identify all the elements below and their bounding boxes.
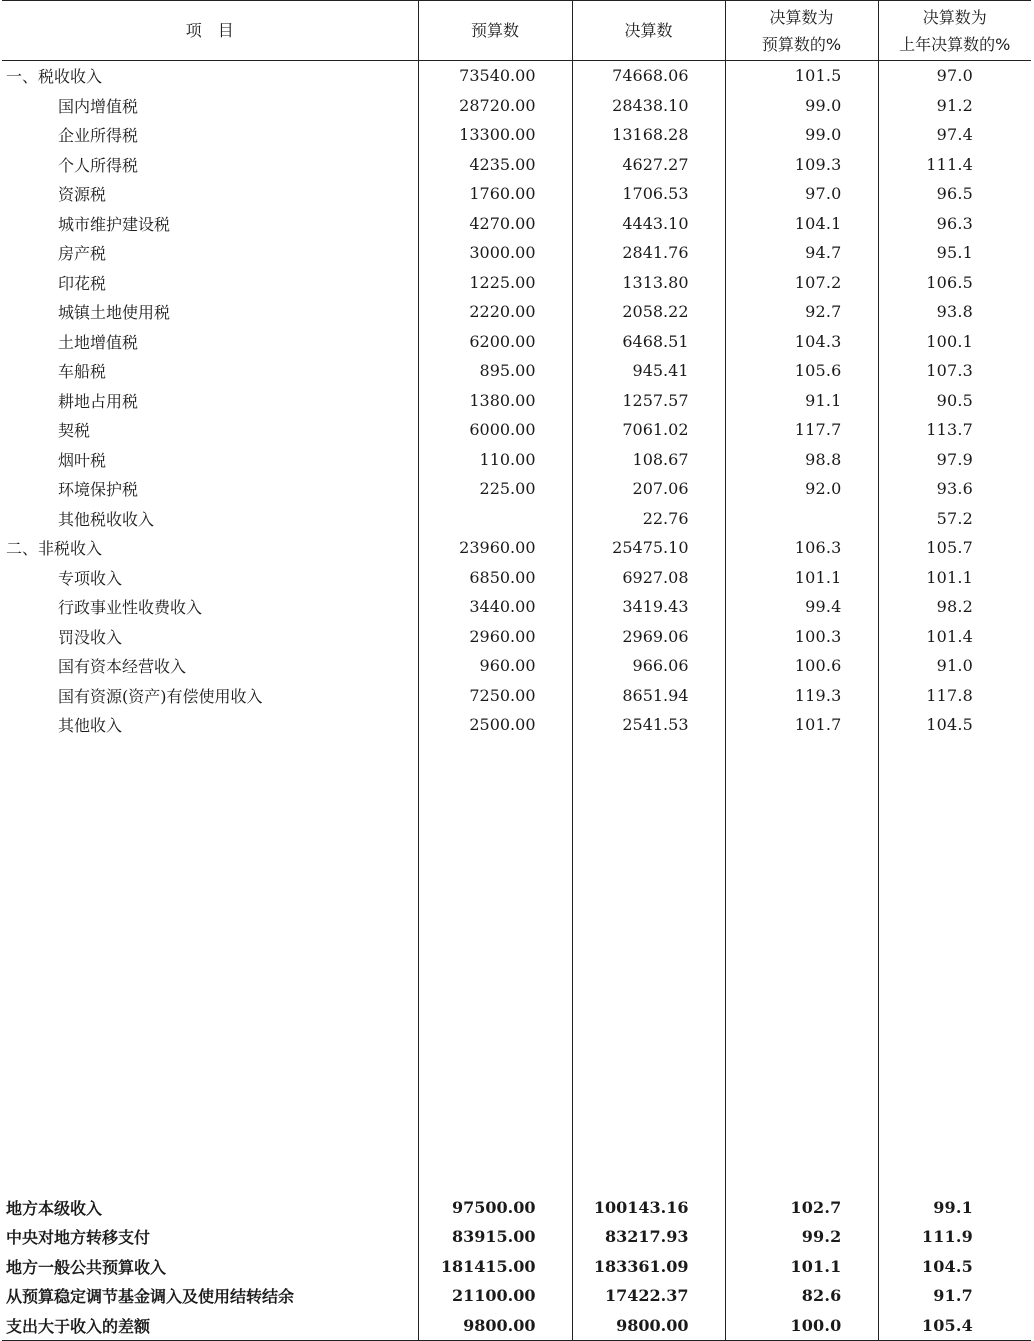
row-pct-of-budget: 109.3 (725, 150, 878, 180)
blank-cell (418, 740, 572, 1193)
row-label: 二、非税收入 (6, 539, 103, 559)
row-pct-of-previous-year: 105.4 (878, 1311, 1031, 1341)
row-pct-of-budget: 104.3 (725, 327, 878, 357)
row-pct-of-previous-year: 97.9 (878, 445, 1031, 475)
row-final-value: 9800.00 (572, 1311, 725, 1341)
row-budget-value: 3440.00 (418, 592, 572, 622)
table-row (2, 1311, 1031, 1341)
table-row (2, 592, 1031, 622)
row-pct-of-budget: 91.1 (725, 386, 878, 416)
row-pct-of-previous-year: 111.9 (878, 1222, 1031, 1252)
row-label: 车船税 (58, 362, 107, 382)
row-final-value: 2969.06 (572, 622, 725, 652)
row-pct-of-budget: 104.1 (725, 209, 878, 239)
row-label: 罚没收入 (58, 627, 123, 647)
row-pct-of-previous-year: 95.1 (878, 238, 1031, 268)
row-final-value: 100143.16 (572, 1193, 725, 1223)
row-budget-value: 895.00 (418, 356, 572, 386)
row-final-value: 4627.27 (572, 150, 725, 180)
row-budget-value: 28720.00 (418, 91, 572, 121)
blank-cell (2, 740, 418, 1193)
table-row (2, 1281, 1031, 1311)
row-budget-value: 6850.00 (418, 563, 572, 593)
row-label: 城镇土地使用税 (58, 303, 171, 323)
table-row (2, 1193, 1031, 1223)
row-final-value: 17422.37 (572, 1281, 725, 1311)
row-label: 专项收入 (58, 568, 123, 588)
table-row (2, 268, 1031, 298)
row-pct-of-budget: 101.1 (725, 1252, 878, 1282)
row-budget-value: 13300.00 (418, 120, 572, 150)
header-budget: 预算数 (418, 1, 572, 61)
row-pct-of-budget: 107.2 (725, 268, 878, 298)
row-pct-of-previous-year: 96.3 (878, 209, 1031, 239)
table-row (2, 209, 1031, 239)
row-final-value: 22.76 (572, 504, 725, 534)
row-pct-of-budget: 105.6 (725, 356, 878, 386)
row-final-value: 207.06 (572, 474, 725, 504)
row-budget-value: 2960.00 (418, 622, 572, 652)
header-pct-of-previous-year: 决算数为 上年决算数的% (878, 1, 1031, 61)
table-row (2, 179, 1031, 209)
row-budget-value: 1225.00 (418, 268, 572, 298)
row-budget-value: 1760.00 (418, 179, 572, 209)
row-label: 其他收入 (58, 716, 123, 736)
row-pct-of-previous-year: 100.1 (878, 327, 1031, 357)
row-final-value: 108.67 (572, 445, 725, 475)
row-budget-value: 1380.00 (418, 386, 572, 416)
row-pct-of-budget (725, 504, 878, 534)
row-pct-of-previous-year: 97.0 (878, 61, 1031, 91)
row-budget-value: 23960.00 (418, 533, 572, 563)
table-row (2, 474, 1031, 504)
table-row (2, 710, 1031, 740)
row-pct-of-budget: 94.7 (725, 238, 878, 268)
row-pct-of-previous-year: 104.5 (878, 1252, 1031, 1282)
row-budget-value: 3000.00 (418, 238, 572, 268)
row-label: 房产税 (58, 244, 107, 264)
row-budget-value: 2500.00 (418, 710, 572, 740)
blank-spacer-row (2, 740, 1031, 1193)
row-final-value: 1706.53 (572, 179, 725, 209)
row-final-value: 8651.94 (572, 681, 725, 711)
row-final-value: 3419.43 (572, 592, 725, 622)
row-final-value: 1257.57 (572, 386, 725, 416)
row-final-value: 83217.93 (572, 1222, 725, 1252)
row-label: 土地增值税 (58, 332, 139, 352)
budget-final-accounts-table-sheet (2, 0, 1031, 1336)
row-pct-of-previous-year: 91.2 (878, 91, 1031, 121)
row-pct-of-previous-year: 96.5 (878, 179, 1031, 209)
row-budget-value: 7250.00 (418, 681, 572, 711)
row-pct-of-budget: 97.0 (725, 179, 878, 209)
table-body (2, 61, 1031, 1341)
row-pct-of-budget: 99.0 (725, 120, 878, 150)
row-budget-value: 110.00 (418, 445, 572, 475)
row-label: 契税 (58, 421, 91, 441)
row-label: 从预算稳定调节基金调入及使用结转结余 (6, 1287, 295, 1307)
row-pct-of-previous-year: 105.7 (878, 533, 1031, 563)
row-pct-of-previous-year: 106.5 (878, 268, 1031, 298)
table-row (2, 297, 1031, 327)
row-budget-value: 4270.00 (418, 209, 572, 239)
row-final-value: 74668.06 (572, 61, 725, 91)
row-final-value: 25475.10 (572, 533, 725, 563)
table-row (2, 386, 1031, 416)
row-label: 耕地占用税 (58, 391, 139, 411)
row-label: 行政事业性收费收入 (58, 598, 203, 618)
row-pct-of-budget: 101.1 (725, 563, 878, 593)
table-row (2, 1252, 1031, 1282)
blank-cell (572, 740, 725, 1193)
row-pct-of-previous-year: 101.1 (878, 563, 1031, 593)
revenue-table (2, 0, 1031, 1341)
table-row (2, 533, 1031, 563)
row-pct-of-budget: 82.6 (725, 1281, 878, 1311)
row-budget-value: 9800.00 (418, 1311, 572, 1341)
row-pct-of-budget: 99.4 (725, 592, 878, 622)
row-budget-value: 2220.00 (418, 297, 572, 327)
table-row (2, 120, 1031, 150)
row-label: 个人所得税 (58, 155, 139, 175)
row-final-value: 28438.10 (572, 91, 725, 121)
row-budget-value: 181415.00 (418, 1252, 572, 1282)
row-label: 中央对地方转移支付 (6, 1228, 151, 1248)
row-label: 地方本级收入 (6, 1198, 103, 1218)
row-pct-of-budget: 99.0 (725, 91, 878, 121)
row-pct-of-budget: 100.6 (725, 651, 878, 681)
table-row (2, 150, 1031, 180)
row-pct-of-budget: 117.7 (725, 415, 878, 445)
table-row (2, 1222, 1031, 1252)
row-final-value: 2841.76 (572, 238, 725, 268)
row-final-value: 183361.09 (572, 1252, 725, 1282)
row-pct-of-previous-year: 90.5 (878, 386, 1031, 416)
row-pct-of-budget: 100.3 (725, 622, 878, 652)
row-pct-of-budget: 99.2 (725, 1222, 878, 1252)
row-budget-value: 960.00 (418, 651, 572, 681)
row-label: 烟叶税 (58, 450, 107, 470)
row-final-value: 945.41 (572, 356, 725, 386)
row-budget-value: 83915.00 (418, 1222, 572, 1252)
row-label: 印花税 (58, 273, 107, 293)
row-budget-value: 6000.00 (418, 415, 572, 445)
table-row (2, 61, 1031, 91)
row-pct-of-previous-year: 93.8 (878, 297, 1031, 327)
row-pct-of-previous-year: 113.7 (878, 415, 1031, 445)
row-final-value: 4443.10 (572, 209, 725, 239)
row-pct-of-previous-year: 117.8 (878, 681, 1031, 711)
header-final: 决算数 (572, 1, 725, 61)
row-label: 国内增值税 (58, 96, 139, 116)
row-label: 城市维护建设税 (58, 214, 171, 234)
row-budget-value (418, 504, 572, 534)
row-label: 一、税收收入 (6, 67, 103, 87)
row-final-value: 2058.22 (572, 297, 725, 327)
table-row (2, 327, 1031, 357)
row-pct-of-previous-year: 57.2 (878, 504, 1031, 534)
row-final-value: 13168.28 (572, 120, 725, 150)
row-pct-of-budget: 102.7 (725, 1193, 878, 1223)
row-label: 地方一般公共预算收入 (6, 1257, 167, 1277)
table-row (2, 622, 1031, 652)
row-budget-value: 4235.00 (418, 150, 572, 180)
row-pct-of-previous-year: 111.4 (878, 150, 1031, 180)
table-row (2, 504, 1031, 534)
row-final-value: 966.06 (572, 651, 725, 681)
row-pct-of-budget: 92.7 (725, 297, 878, 327)
row-final-value: 7061.02 (572, 415, 725, 445)
row-pct-of-budget: 101.5 (725, 61, 878, 91)
row-pct-of-budget: 101.7 (725, 710, 878, 740)
row-label: 国有资源(资产)有偿使用收入 (58, 686, 263, 706)
row-pct-of-previous-year: 107.3 (878, 356, 1031, 386)
row-label: 国有资本经营收入 (58, 657, 187, 677)
row-pct-of-budget: 92.0 (725, 474, 878, 504)
row-budget-value: 73540.00 (418, 61, 572, 91)
row-budget-value: 21100.00 (418, 1281, 572, 1311)
table-row (2, 356, 1031, 386)
blank-cell (878, 740, 1031, 1193)
row-pct-of-previous-year: 98.2 (878, 592, 1031, 622)
row-final-value: 6468.51 (572, 327, 725, 357)
row-pct-of-previous-year: 101.4 (878, 622, 1031, 652)
blank-cell (725, 740, 878, 1193)
row-pct-of-budget: 119.3 (725, 681, 878, 711)
table-row (2, 238, 1031, 268)
row-label: 企业所得税 (58, 126, 139, 146)
table-row (2, 681, 1031, 711)
row-pct-of-previous-year: 91.0 (878, 651, 1031, 681)
row-label: 资源税 (58, 185, 107, 205)
row-pct-of-budget: 100.0 (725, 1311, 878, 1341)
table-row (2, 563, 1031, 593)
table-row (2, 445, 1031, 475)
row-pct-of-previous-year: 104.5 (878, 710, 1031, 740)
table-row (2, 415, 1031, 445)
row-pct-of-previous-year: 91.7 (878, 1281, 1031, 1311)
row-pct-of-budget: 106.3 (725, 533, 878, 563)
row-budget-value: 6200.00 (418, 327, 572, 357)
row-label: 环境保护税 (58, 480, 139, 500)
row-final-value: 2541.53 (572, 710, 725, 740)
row-pct-of-previous-year: 99.1 (878, 1193, 1031, 1223)
table-row (2, 91, 1031, 121)
row-pct-of-previous-year: 97.4 (878, 120, 1031, 150)
row-pct-of-previous-year: 93.6 (878, 474, 1031, 504)
table-row (2, 651, 1031, 681)
header-item: 项 目 (2, 1, 418, 61)
row-pct-of-budget: 98.8 (725, 445, 878, 475)
row-label: 支出大于收入的差额 (2, 1311, 418, 1341)
row-final-value: 1313.80 (572, 268, 725, 298)
row-budget-value: 97500.00 (418, 1193, 572, 1223)
table-header-row (2, 1, 1031, 61)
row-final-value: 6927.08 (572, 563, 725, 593)
row-label: 其他税收收入 (58, 509, 155, 529)
header-pct-of-budget: 决算数为 预算数的% (725, 1, 878, 61)
row-budget-value: 225.00 (418, 474, 572, 504)
